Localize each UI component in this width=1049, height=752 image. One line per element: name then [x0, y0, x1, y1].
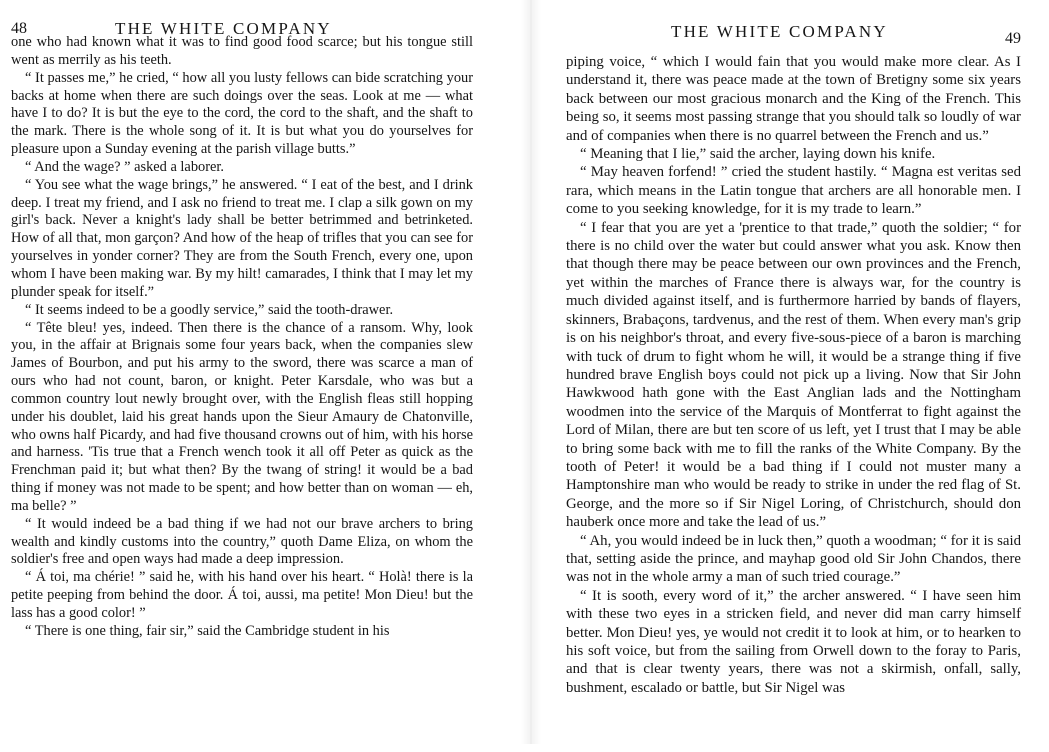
paragraph: “ It is sooth, every word of it,” the archer answered. “ I have seen him with these two eyes in a stricken field, and never did man carry himself better. Mon Dieu! yes, ye would not credit it to look at him, or to hearken to his soft voice, but from the sailing from Orwell down to the foray to Paris, and that is clear twenty years, there was not a skirmish, onfall, sally, bushment, escalado or battle, but Sir Nigel was [566, 587, 1021, 696]
left-running-title: THE WHITE COMPANY [115, 19, 332, 38]
right-page-header [566, 8, 1021, 47]
right-page-number: 49 [1005, 30, 1021, 47]
paragraph: “ May heaven forfend! ” cried the student hastily. “ Magna est veritas sed rara, which means in the Latin tongue that archers are all honorable men. I come to you seeking knowledge, for it is my trade to learn.” [566, 164, 1021, 218]
left-page-number: 48 [11, 20, 27, 37]
right-running-title: THE WHITE COMPANY [671, 22, 888, 41]
paragraph: “ You see what the wage brings,” he answered. “ I eat of the best, and I drink deep. I treat my friend, and I ask no friend to treat me. I clap a silk gown on my girl's back. Never a knight's lady shall be better betrimmed and betrinketed. How of all that, mon garçon? And how of the heap of trifles that you can see for yourselves in yonder corner? They are from the South French, every one, upon whom I have been making war. By my hilt! camarades, I think that I may let my plunder speak for itself.” [11, 176, 473, 300]
right-page [566, 8, 1021, 752]
paragraph: one who had known what it was to find good food scarce; but his tongue still went as merrily as his teeth. [11, 34, 473, 68]
paragraph: “ Á toi, ma chérie! ” said he, with his hand over his heart. “ Holà! there is la petite peeping from behind the door. Á toi, aussi, ma petite! Mon Dieu! but the lass has a good color! ” [11, 569, 473, 621]
paragraph: “ It would indeed be a bad thing if we had not our brave archers to bring wealth and kindly customs into the country,” quoth Dame Eliza, on whom the soldier's free and open ways had made a deep impression. [11, 515, 473, 568]
left-page-header [11, 0, 473, 38]
paragraph: “ There is one thing, fair sir,” said the Cambridge student in his [25, 622, 390, 639]
left-page-body [11, 34, 473, 641]
paragraph: “ Ah, you would indeed be in luck then,” quoth a woodman; “ for it is said that, setting aside the prince, and mayhap good old Sir John Chandos, there was not in the whole army a man of such tried courage.” [566, 532, 1021, 586]
paragraph: piping voice, “ which I would fain that you would make more clear. As I understand it, there was peace made at the town of Bretigny some six years back between our most gracious monarch and the King of the French. This being so, it seems most passing strange that you should talk so loudly of war and of companies when there is no quarrel between the French and us.” [566, 54, 1021, 144]
paragraph: “ And the wage? ” asked a laborer. [25, 158, 224, 175]
paragraph: “ Tête bleu! yes, indeed. Then there is the chance of a ransom. Why, look you, in the affair at Brignais some four years back, when the companies slew James of Bourbon, and put his army to the sword, there was scarce a man of ours who had not count, baron, or knight. Peter Karsdale, who was but a common country lout newly brought over, with the English fleas still hopping under his doublet, laid his great hands upon the Sieur Amaury de Chatonville, who owns half Picardy, and had five thousand crowns out of him, with his horse and harness. 'Tis true that a French wench took it all off Peter as quick as the Frenchman paid it; but what then? By the twang of string! it would be a bad thing if money was not made to be spent; and how better than on woman — eh, ma belle? ” [11, 319, 473, 514]
book-gutter [521, 0, 541, 744]
paragraph: “ I fear that you are yet a 'prentice to that trade,” quoth the soldier; “ for there is no child over the water but could answer what you ask. Know then that though there may be peace between our own provinces and the French, yet within the marches of France there is always war, for the country is much divided against itself, and is furthermore harried by bands of flayers, skinners, Brabaçons, tardvenus, and the rest of them. When every man's grip is on his neighbor's throat, and every five-sous-piece of a baron is marching with tuck of drum to fight whom he will, it would be a strange thing if five hundred brave English boys could not pick up a living. Now that Sir John Hawkwood hath gone with the East Anglian lads and the Nottingham woodmen into the service of the Marquis of Montferrat to fight against the Lord of Milan, there are but ten score of us left, yet I trust that I may be able to bring some back with me to fill the ranks of the White Company. By the tooth of Peter! it would be a bad thing if I could not muster many a Hamptonshire man who would be ready to strike in under the red flag of St. George, and the more so if Sir Nigel Loring, of Christchurch, should don hauberk once more and take the lead of us.” [566, 219, 1021, 531]
paragraph: “ It passes me,” he cried, “ how all you lusty fellows can bide scratching your backs at home when there are such doings over the seas. Look at me — what have I to do? It is but the eye to the cord, the cord to the shaft, and the shaft to the mark. There is the whole song of it. It is but what you do yourselves for pleasure upon a Sunday evening at the parish village butts.” [11, 69, 473, 158]
paragraph: “ It seems indeed to be a goodly service,” said the tooth-drawer. [25, 301, 394, 318]
paragraph: “ Meaning that I lie,” said the archer, laying down his knife. [580, 146, 936, 163]
left-page [11, 0, 473, 744]
right-page-body [566, 53, 1021, 697]
